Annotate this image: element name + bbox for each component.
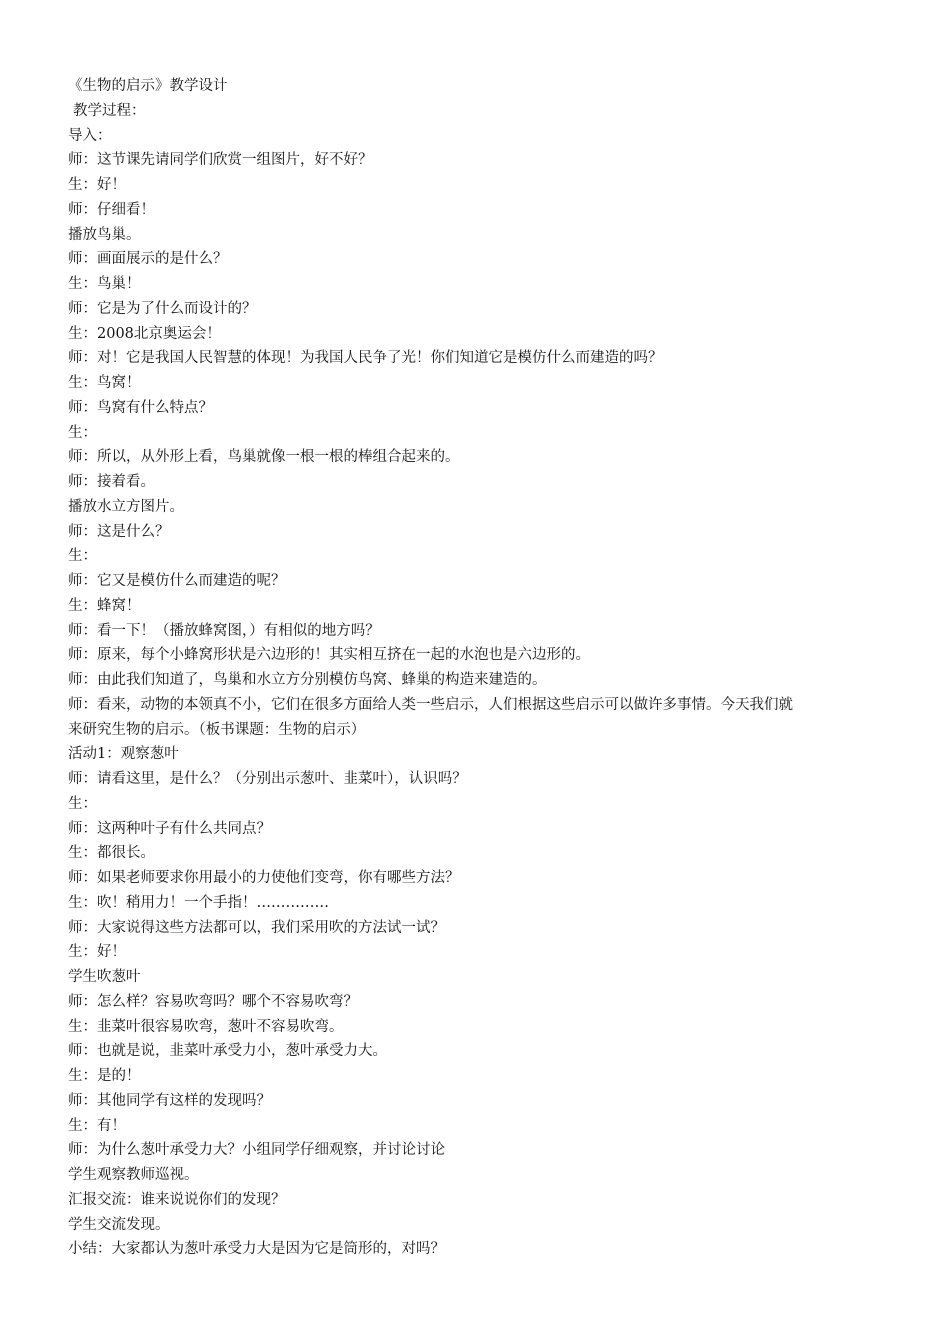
text-line: 汇报交流：谁来说说你们的发现？ <box>68 1191 286 1208</box>
text-line: 师：鸟窝有什么特点？ <box>68 399 213 416</box>
text-line: 生：鸟窝！ <box>68 375 141 391</box>
text-line: 师：仔细看！ <box>68 201 155 218</box>
text-line: 生：有！ <box>68 1117 126 1134</box>
text-line: 小结：大家都认为葱叶承受力大是因为它是筒形的，对吗？ <box>68 1241 445 1258</box>
text-line: 播放鸟巢。 <box>68 226 141 243</box>
text-line: 师：这两种叶子有什么共同点？ <box>68 820 271 837</box>
text-line: 生：蜂窝！ <box>68 597 141 614</box>
document-title: 《生物的启示》教学设计 <box>68 78 228 94</box>
text-line: 师：如果老师要求你用最小的力使他们变弯，你有哪些方法？ <box>68 870 460 886</box>
text-line: 师：请看这里，是什么？（分别出示葱叶、韭菜叶），认识吗？ <box>68 771 467 787</box>
text-line: 师：这是什么？ <box>68 523 170 540</box>
text-line: 师：由此我们知道了，鸟巢和水立方分别模仿鸟窝、蜂巢的构造来建造的。 <box>68 672 547 688</box>
text-line: 师：看来，动物的本领真不小，它们在很多方面给人类一些启示，人们根据这些启示可以做许多事情。今天我们就 <box>68 696 793 713</box>
text-line: 师：其他同学有这样的发现吗？ <box>68 1092 271 1109</box>
text-line: 生：韭菜叶很容易吹弯，葱叶不容易吹弯。 <box>68 1018 344 1035</box>
text-line: 师：看一下！（播放蜂窝图，）有相似的地方吗？ <box>68 622 380 639</box>
section-heading-process: 教学过程： <box>73 102 146 119</box>
text-line: 生： <box>68 795 97 812</box>
text-line: 师：大家说得这些方法都可以，我们采用吹的方法试一试？ <box>68 919 445 936</box>
text-line: 生：吹！稍用力！一个手指！…………… <box>68 894 329 911</box>
text-line: 师：所以，从外形上看，鸟巢就像一根一根的棒组合起来的。 <box>68 449 460 466</box>
text-line: 生： <box>68 548 97 565</box>
text-line: 生：2008北京奥运会！ <box>68 325 221 342</box>
text-line: 师：这节课先请同学们欣赏一组图片，好不好？ <box>68 152 373 169</box>
text-line: 生：是的！ <box>68 1068 141 1084</box>
document-page <box>68 74 888 1262</box>
text-line: 师：它是为了什么而设计的？ <box>68 300 257 317</box>
text-line: 师：也就是说，韭菜叶承受力小，葱叶承受力大。 <box>68 1043 387 1060</box>
text-line: 生：好！ <box>68 944 126 961</box>
text-line: 师：原来，每个小蜂窝形状是六边形的！其实相互挤在一起的水泡也是六边形的。 <box>68 647 590 664</box>
text-line: 学生观察教师巡视。 <box>68 1167 199 1183</box>
section-heading-intro: 导入： <box>68 127 112 144</box>
section-heading-activity-1: 活动1：观察葱叶 <box>68 746 179 763</box>
text-line: 师：画面展示的是什么？ <box>68 251 228 268</box>
text-line: 师：接着看。 <box>68 474 155 490</box>
text-line: 学生交流发现。 <box>68 1216 170 1233</box>
text-line: 学生吹葱叶 <box>68 969 141 985</box>
text-line: 来研究生物的启示。（板书课题：生物的启示） <box>68 721 366 738</box>
text-line: 生：鸟巢！ <box>68 276 141 292</box>
text-line: 师：怎么样？容易吹弯吗？哪个不容易吹弯？ <box>68 993 358 1010</box>
text-line: 师：为什么葱叶承受力大？小组同学仔细观察，并讨论讨论 <box>68 1142 445 1159</box>
text-line: 生： <box>68 424 97 441</box>
text-line: 生：都很长。 <box>68 845 155 862</box>
text-line: 师：对！它是我国人民智慧的体现！为我国人民争了光！你们知道它是模仿什么而建造的吗？ <box>68 350 663 367</box>
text-line: 播放水立方图片。 <box>68 498 184 515</box>
text-line: 师：它又是模仿什么而建造的呢？ <box>68 573 286 589</box>
text-line: 生：好！ <box>68 177 126 193</box>
